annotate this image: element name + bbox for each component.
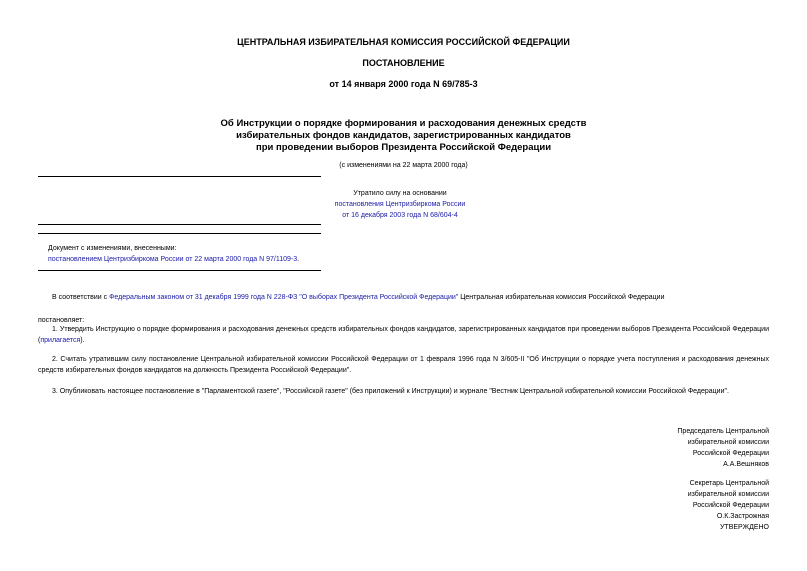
title-line-3: при проведении выборов Президента Российской Федерации	[255, 142, 552, 153]
appendix-link[interactable]: прилагается	[40, 337, 81, 344]
secretary-title-2: избирательной комиссии	[687, 491, 769, 498]
changes-block	[48, 243, 348, 265]
chairman-name: А.А.Вешняков	[723, 461, 769, 468]
chairman-title-3: Российской Федерации	[692, 450, 769, 457]
item-1	[38, 324, 769, 346]
approved-label: УТВЕРЖДЕНО	[719, 524, 769, 531]
changes-link[interactable]: постановлением Центризбиркома России от 22 марта 2000 года N 97/1109-3	[48, 256, 298, 263]
secretary-title-3: Российской Федерации	[692, 502, 769, 509]
federal-law-link[interactable]: Федеральным законом от 31 декабря 1999 года N 228-ФЗ "О выборах Президента Российской Федерации"	[109, 294, 459, 301]
preamble-post: Центральная избирательная комиссия Российской Федерации	[458, 294, 665, 301]
signature-secretary	[569, 478, 769, 533]
item-1-text: 1. Утвердить Инструкцию о порядке формирования и расходования денежных средств избирательных фондов кандидатов, зарегистрированных кандидатов при проведении выборов Президента Российской Федерации (	[38, 326, 769, 344]
changes-tail: .	[297, 256, 300, 263]
chairman-title-2: избирательной комиссии	[687, 439, 769, 446]
status-block	[300, 188, 500, 221]
title-line-2: избирательных фондов кандидатов, зарегистрированных кандидатов	[236, 130, 571, 141]
document-title	[0, 118, 807, 154]
issuing-authority: ЦЕНТРАЛЬНАЯ ИЗБИРАТЕЛЬНАЯ КОМИССИЯ РОССИЙСКОЙ ФЕДЕРАЦИИ	[237, 37, 570, 47]
amendment-note: (с изменениями на 22 марта 2000 года)	[339, 162, 468, 169]
preamble	[52, 292, 772, 303]
divider-line	[38, 233, 321, 234]
preamble-pre: В соответствии с	[52, 294, 110, 301]
status-link-decree[interactable]: постановления Центризбиркома России	[334, 201, 466, 208]
document-type: ПОСТАНОВЛЕНИЕ	[362, 58, 445, 68]
divider-line	[38, 224, 321, 225]
signature-chairman	[569, 426, 769, 470]
status-link-date[interactable]: от 16 декабря 2003 года N 68/604-4	[342, 212, 458, 219]
changes-label: Документ с изменениями, внесенными:	[48, 245, 177, 252]
item-2: 2. Считать утратившим силу постановление Центральной избирательной комиссии Российской Федерации от 1 февраля 1996 года N 3/605-II "Об Инструкции о порядке учета поступления и расходования денежных средств избирательных фондов кандидатов на должность Президента Российской Федерации".	[38, 356, 769, 374]
item-1-tail: ).	[80, 337, 85, 344]
secretary-title-1: Секретарь Центральной	[689, 480, 769, 487]
status-text: Утратило силу на основании	[353, 190, 447, 197]
document-date-number: от 14 января 2000 года N 69/785-3	[329, 79, 478, 89]
decides-word: постановляет:	[38, 317, 85, 324]
secretary-name: О.К.Застрожная	[716, 513, 769, 520]
divider-line	[38, 270, 321, 271]
item-3: 3. Опубликовать настоящее постановление в "Парламентской газете", "Российской газете" (без приложений к Инструкции) и журнале "Вестник Центральной избирательной комиссии Российской Федерации".	[52, 388, 729, 395]
chairman-title-1: Председатель Центральной	[677, 428, 769, 435]
divider-line	[38, 176, 321, 177]
title-line-1: Об Инструкции о порядке формирования и расходования денежных средств	[220, 118, 587, 129]
